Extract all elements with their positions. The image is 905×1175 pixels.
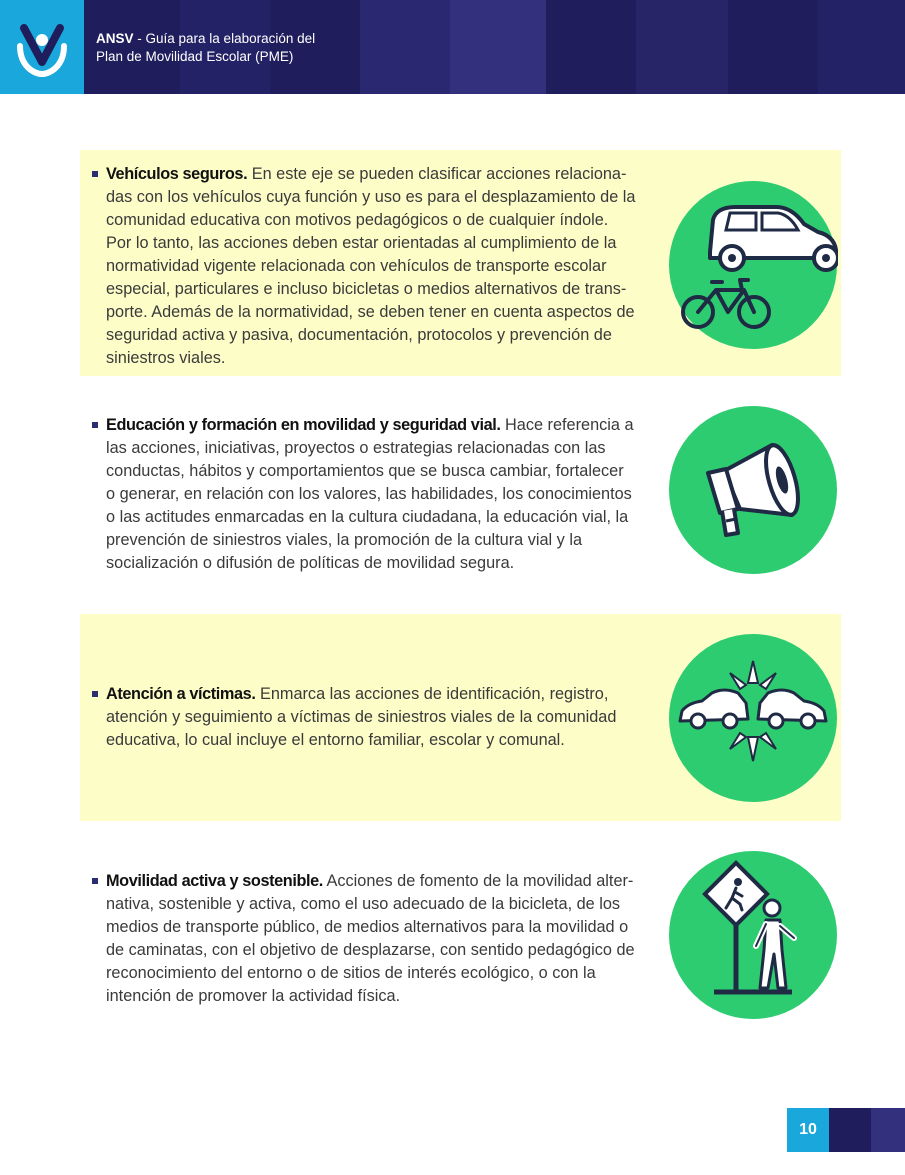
list-item <box>106 163 636 370</box>
ansv-logo-icon <box>0 0 84 94</box>
pedestrian-sign-icon <box>668 850 838 1020</box>
item-lead: Movilidad activa y sostenible. <box>106 872 323 890</box>
item-text: Enmarca las acciones de identificación, registro, atención y seguimiento a víctimas de siniestros viales de la comunidad educativa, lo cual incluye el entorno familiar, escolar y comunal. <box>106 685 617 749</box>
header-band <box>636 0 728 94</box>
header-band <box>360 0 450 94</box>
megaphone-icon <box>668 405 838 575</box>
header-band <box>450 0 546 94</box>
item-lead: Atención a víctimas. <box>106 685 256 703</box>
header-title-line2: Plan de Movilidad Escolar (PME) <box>96 49 294 64</box>
bullet <box>92 171 98 177</box>
item-text: Hace referencia a las acciones, iniciativas, proyectos o estrategias relacionadas con las conductas, hábitos y comportamientos que se busca cambiar, fortalecer o generar, en relación con los valores, las habilidades, los conocimientos o las actitudes enmarcadas en la cultura ciudadana, la educación vial, la prevención de siniestros viales, la promoción de la cultura vial y la socialización o difusión de políticas de movilidad segura. <box>106 416 634 572</box>
item-lead: Educación y formación en movilidad y seguridad vial. <box>106 416 501 434</box>
header-title-line1: - Guía para la elaboración del <box>133 31 316 46</box>
car-bicycle-icon <box>668 180 838 350</box>
header-band <box>818 0 905 94</box>
footer-band <box>871 1108 905 1152</box>
list-item <box>106 414 636 575</box>
item-text: En este eje se pueden clasificar acciones relaciona-das con los vehículos cuya función y uso es para el desplazamiento de la comunidad educativa con motivos pedagógicos o de cualquier índole. Por lo tanto, las acciones deben estar orientadas al cumplimiento de la normatividad vigente relacionada con vehículos de transporte escolar especial, particulares e incluso bicicletas o medios alternativos de trans-porte. Además de la normatividad, se deben tener en cuenta aspectos de seguridad activa y pasiva, documentación, protocolos y prevención de siniestros viales. <box>106 165 636 367</box>
footer-band <box>829 1108 871 1152</box>
item-lead: Vehículos seguros. <box>106 165 248 183</box>
list-item <box>106 683 636 752</box>
header-brand: ANSV <box>96 31 134 46</box>
bullet <box>92 691 98 697</box>
bullet <box>92 878 98 884</box>
list-item <box>106 870 636 1008</box>
item-text: Acciones de fomento de la movilidad alter-nativa, sostenible y activa, como el uso adecuado de la bicicleta, de los medios de transporte público, de medios alternativos para la movilidad o de caminatas, con el objetivo de desplazarse, con sentido pedagógico de reconocimiento del entorno o de sitios de interés ecológico, o con la intención de promover la actividad física. <box>106 872 635 1005</box>
header-title <box>96 30 315 66</box>
page-header <box>0 0 905 94</box>
ansv-logo <box>0 0 84 94</box>
car-crash-icon <box>668 633 838 803</box>
bullet <box>92 422 98 428</box>
page-number: 10 <box>787 1108 829 1152</box>
